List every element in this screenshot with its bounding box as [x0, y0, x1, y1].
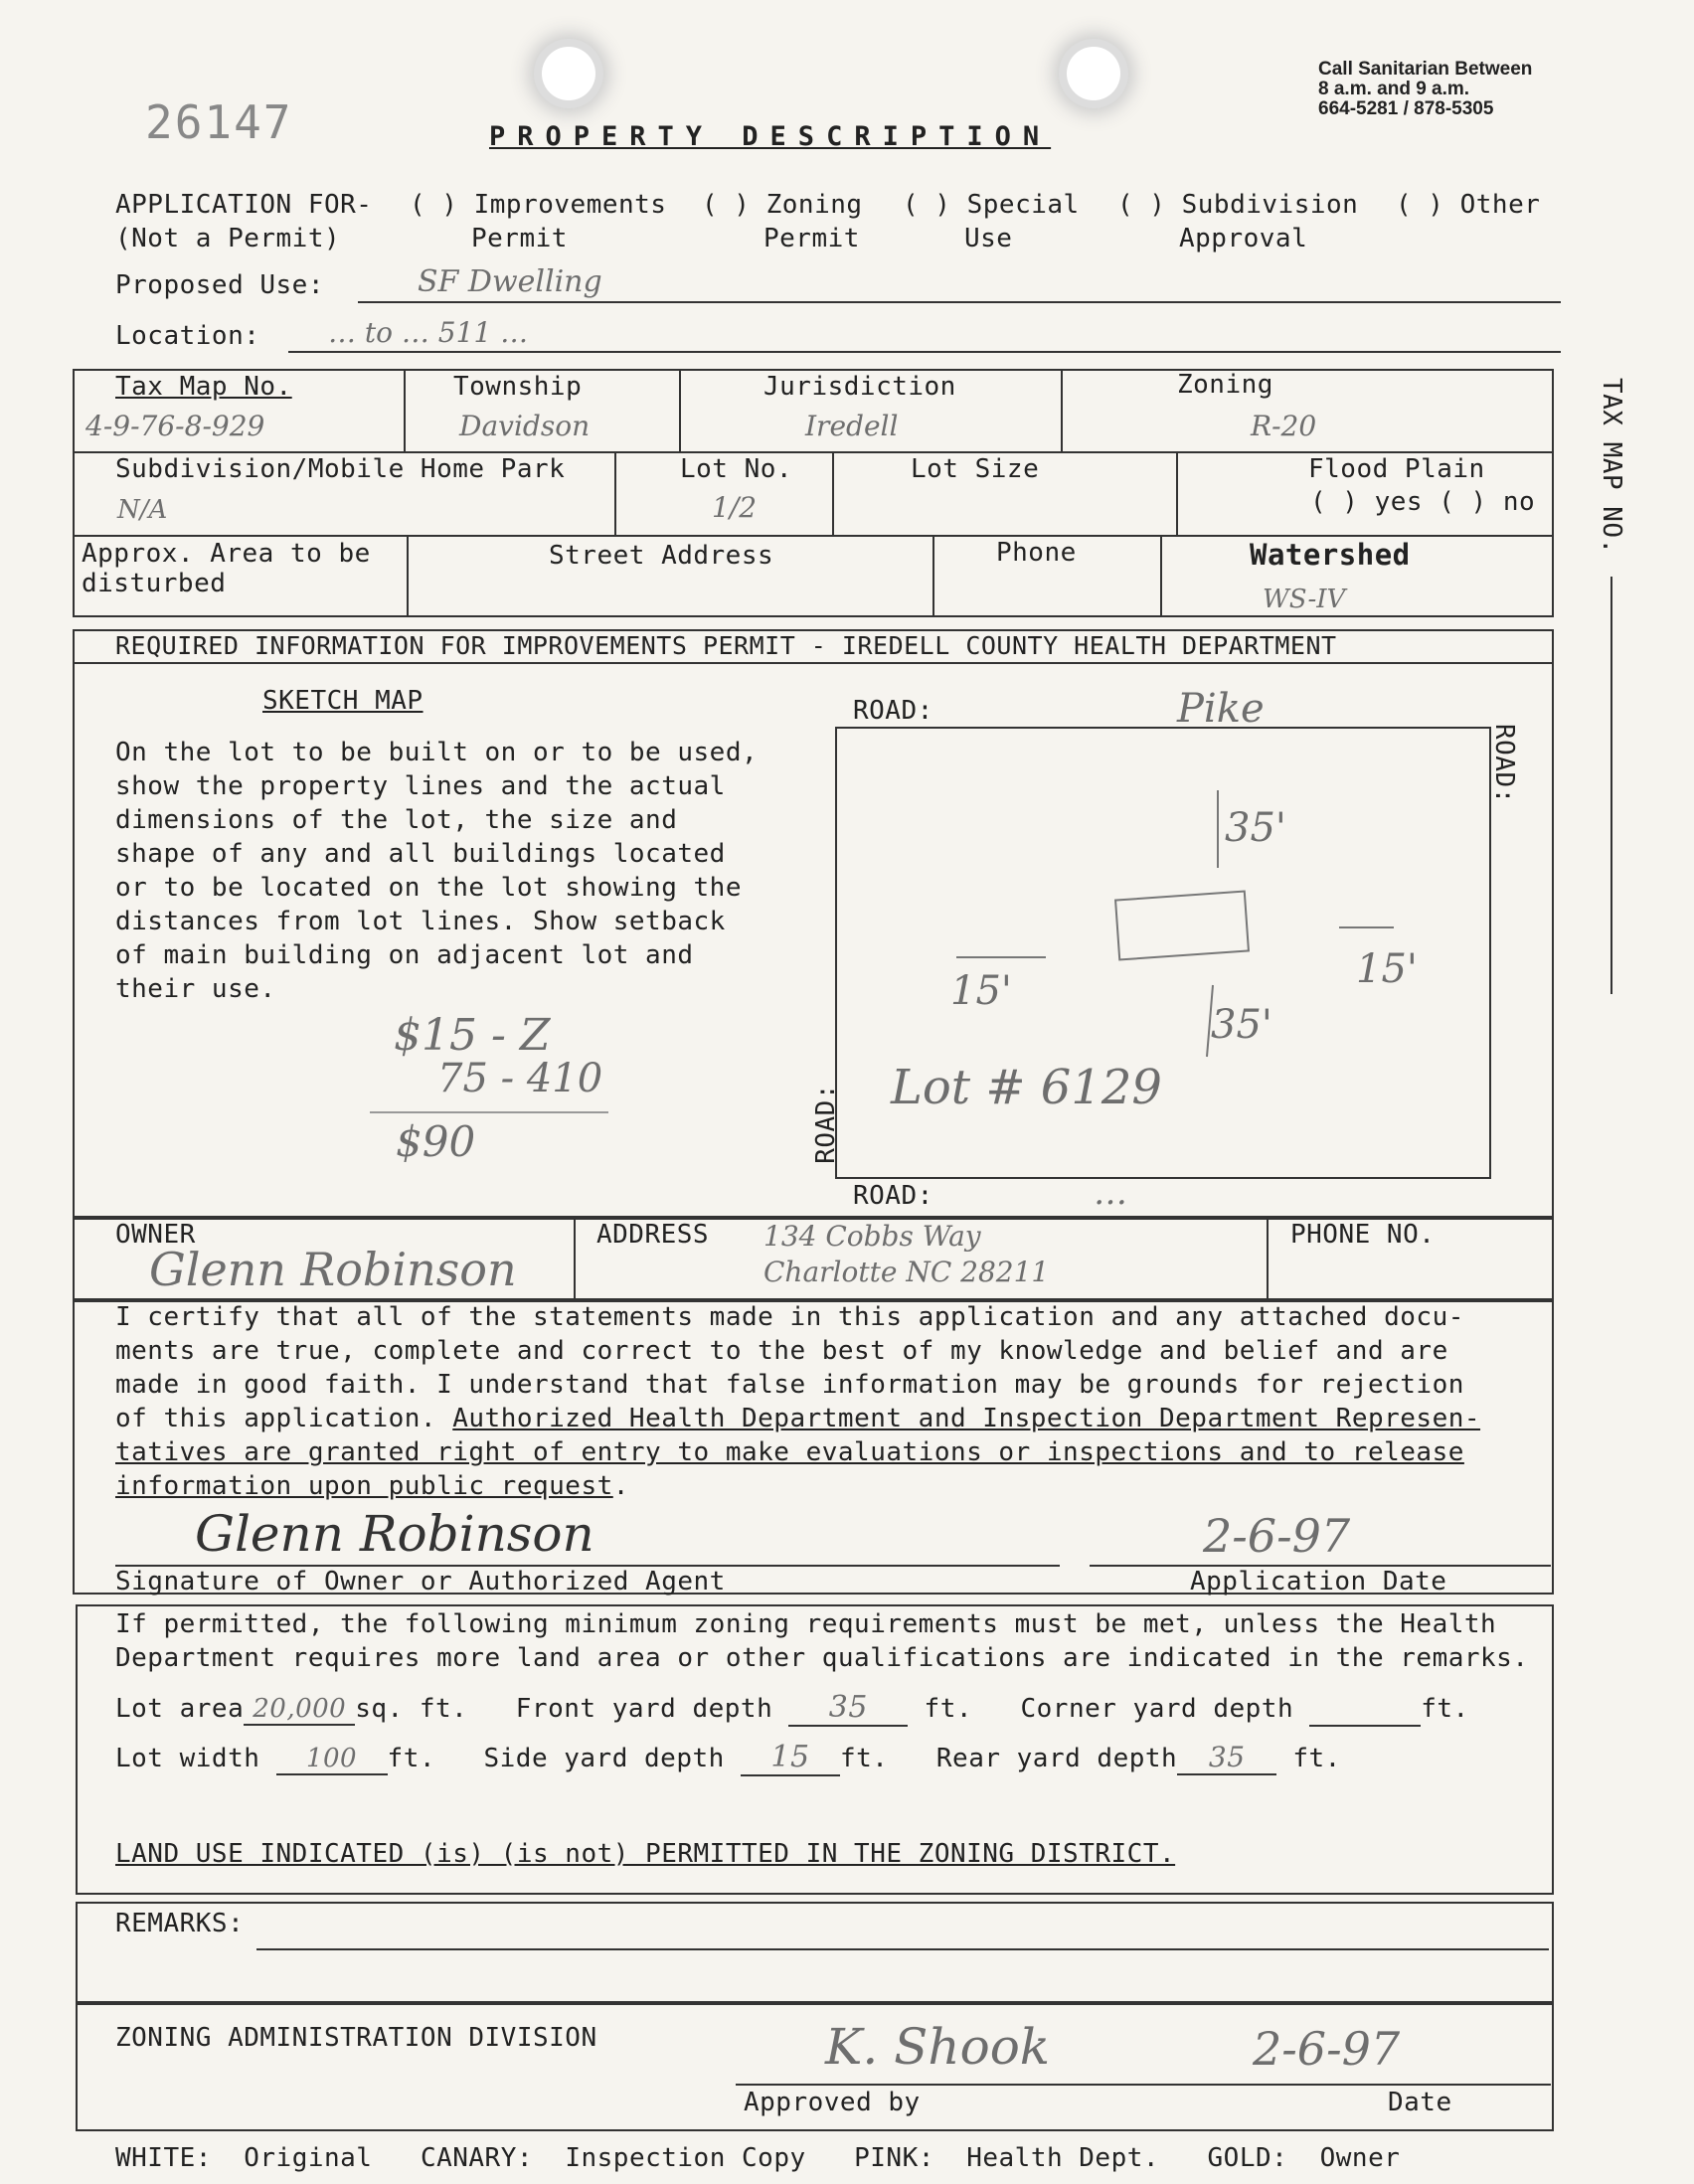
zoning-admin-label: ZONING ADMINISTRATION DIVISION	[115, 2023, 597, 2053]
copy-distribution: WHITE: Original CANARY: Inspection Copy PINK: Health Dept. GOLD: Owner	[115, 2143, 1401, 2173]
address-label: ADDRESS	[596, 1220, 710, 1250]
fee-line-2: 75 - 410	[437, 1056, 603, 1101]
proposed-use-line	[358, 301, 1561, 303]
approval-date-label: Date	[1388, 2088, 1452, 2117]
application-label	[115, 188, 372, 255]
lot-area-value[interactable]: 20,000	[244, 1694, 355, 1726]
lot-width-value[interactable]: 100	[276, 1744, 388, 1775]
option-mark[interactable]: ( )	[702, 190, 751, 220]
option-mark[interactable]: ( )	[1117, 190, 1166, 220]
option-other[interactable]: ( ) Other	[1396, 190, 1541, 220]
setback-left-dim: 15'	[950, 968, 1012, 1014]
sanitarian-notice	[1318, 60, 1532, 119]
punch-hole-right	[1067, 47, 1120, 100]
application-date-value[interactable]: 2-6-97	[1203, 1509, 1351, 1563]
form-number: 26147	[145, 95, 293, 149]
subdivision-value[interactable]: N/A	[117, 495, 168, 525]
subdivision-label: Subdivision/Mobile Home Park	[115, 454, 566, 484]
option-subdivision-approval[interactable]: ( ) Subdivision Approval	[1117, 190, 1359, 253]
option-zoning-permit[interactable]: ( ) Zoning Permit	[702, 190, 863, 253]
option-mark[interactable]: ( )	[410, 190, 458, 220]
road-bottom-label: ROAD:	[853, 1181, 933, 1211]
road-top-value[interactable]: Pike	[1177, 686, 1265, 732]
address-value[interactable]: 134 Cobbs Way Charlotte NC 28211	[763, 1220, 1050, 1288]
zoning-row-2: Lot width 100 ft. Side yard depth 15 ft. Rear yard depth 35 ft.	[115, 1740, 1341, 1774]
road-left-label: ROAD:	[811, 1084, 841, 1164]
fee-total: $90	[396, 1117, 476, 1166]
sanitarian-line-3: 664-5281 / 878-5305	[1318, 98, 1494, 119]
option-improvements-permit[interactable]: ( ) Improvements Permit	[410, 190, 667, 253]
tax-map-no-value[interactable]: 4-9-76-8-929	[85, 410, 265, 442]
township-value[interactable]: Davidson	[459, 410, 591, 442]
zoning-value[interactable]: R-20	[1251, 410, 1317, 442]
side-yard-value[interactable]: 15	[741, 1740, 840, 1776]
lot-note: Lot # 6129	[891, 1060, 1162, 1115]
phone-label: Phone	[996, 538, 1077, 568]
punch-hole-left	[542, 47, 595, 100]
jurisdiction-label: Jurisdiction	[763, 372, 956, 402]
owner-label: OWNER	[115, 1220, 196, 1250]
road-bottom-value[interactable]: …	[1094, 1173, 1127, 1213]
setback-right-dim: 15'	[1356, 946, 1418, 992]
zoning-label: Zoning	[1177, 370, 1273, 400]
setback-top-dim: 35'	[1225, 805, 1286, 851]
location-line	[288, 351, 1561, 353]
location-value[interactable]: … to … 511 …	[328, 316, 529, 349]
certification-text: I certify that all of the statements made in this application and any attached docu- ments are true, complete and correct to the best of my knowledge and belief and are made in good faith. I understand that false information may be grounds for rejection of this application. Authorized Health Department and Inspection Department Represen- tatives are granted right of entry to make evaluations or inspections and to release information upon public request.	[115, 1302, 1481, 1501]
sanitarian-line-1: Call Sanitarian Between	[1318, 59, 1533, 80]
street-address-label: Street Address	[549, 541, 774, 571]
owner-signature[interactable]: Glenn Robinson	[195, 1505, 594, 1563]
approval-date[interactable]: 2-6-97	[1253, 2022, 1401, 2076]
rear-yard-value[interactable]: 35	[1177, 1741, 1276, 1775]
tax-map-no-side-label: TAX MAP NO.	[1597, 378, 1626, 555]
house-outline	[1115, 892, 1249, 960]
option-mark[interactable]: ( )	[903, 190, 951, 220]
remarks-line[interactable]	[256, 1948, 1549, 1950]
application-label-line1: APPLICATION FOR-	[115, 190, 373, 220]
fee-line-1: $15 - Z	[394, 1010, 551, 1061]
remarks-label: REMARKS:	[115, 1909, 245, 1938]
tax-map-no-side-line	[1610, 577, 1612, 994]
road-right-label: ROAD:	[1489, 724, 1519, 804]
proposed-use-label: Proposed Use:	[115, 270, 324, 300]
lot-no-value[interactable]: 1/2	[712, 491, 758, 524]
lot-size-label: Lot Size	[911, 454, 1040, 484]
approved-by-label: Approved by	[744, 2088, 921, 2117]
watershed-value[interactable]: WS-IV	[1263, 585, 1346, 614]
flood-plain-options[interactable]: ( ) yes ( ) no	[1310, 487, 1536, 517]
township-label: Township	[453, 372, 583, 402]
road-top-label: ROAD:	[853, 696, 933, 726]
land-use-statement[interactable]: LAND USE INDICATED (is) (is not) PERMITTED IN THE ZONING DISTRICT.	[115, 1839, 1176, 1869]
approver-signature[interactable]: K. Shook	[825, 2018, 1051, 2076]
front-yard-value[interactable]: 35	[788, 1690, 908, 1727]
improvements-header: REQUIRED INFORMATION FOR IMPROVEMENTS PERMIT - IREDELL COUNTY HEALTH DEPARTMENT	[115, 631, 1337, 660]
location-label: Location:	[115, 321, 260, 351]
jurisdiction-value[interactable]: Iredell	[805, 410, 899, 442]
watershed-label: Watershed	[1250, 538, 1411, 572]
sketch-map-title: SKETCH MAP	[262, 686, 424, 716]
zoning-row-1: Lot area 20,000 sq. ft. Front yard depth 35 ft. Corner yard depth ft.	[115, 1690, 1469, 1725]
proposed-use-value[interactable]: SF Dwelling	[418, 264, 602, 299]
tax-map-no-label: Tax Map No.	[115, 372, 292, 402]
flood-plain-label: Flood Plain	[1308, 454, 1485, 484]
sketch-instructions: On the lot to be built on or to be used, show the property lines and the actual dimensions of the lot, the size and shape of any and all buildings located or to be located on the lot showing the distances from lot lines. Show setback of main building on adjacent lot and their use.	[115, 738, 759, 1004]
remarks-section	[76, 1902, 1554, 2003]
option-special-use[interactable]: ( ) Special Use	[903, 190, 1080, 253]
sanitarian-line-2: 8 a.m. and 9 a.m.	[1318, 79, 1470, 99]
application-date-label: Application Date	[1190, 1567, 1447, 1596]
corner-yard-value[interactable]	[1309, 1699, 1421, 1727]
zoning-intro: If permitted, the following minimum zoning requirements must be met, unless the Health Department requires more land area or other qualifications are indicated in the remarks.	[115, 1609, 1529, 1673]
lot-no-label: Lot No.	[680, 454, 793, 484]
option-mark[interactable]: ( )	[1396, 190, 1444, 220]
area-disturbed-label: Approx. Area to be disturbed	[82, 539, 371, 598]
setback-bottom-dim: 35'	[1211, 1002, 1272, 1048]
form-title: PROPERTY DESCRIPTION	[489, 121, 1052, 152]
signature-label: Signature of Owner or Authorized Agent	[115, 1567, 726, 1596]
application-label-line2: (Not a Permit)	[115, 224, 341, 253]
owner-value[interactable]: Glenn Robinson	[149, 1243, 517, 1296]
phone-no-label: PHONE NO.	[1290, 1220, 1436, 1250]
